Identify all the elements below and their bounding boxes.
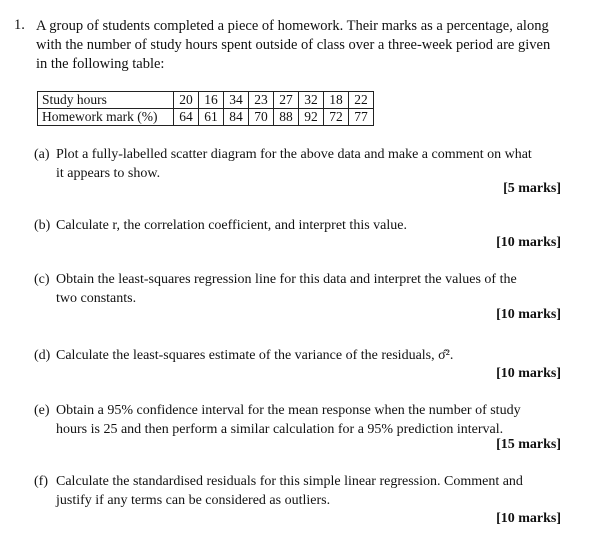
part-d xyxy=(34,346,562,365)
part-line: it appears to show. xyxy=(56,166,161,181)
part-label: (a) xyxy=(34,147,50,162)
intro-line: A group of students completed a piece of homework. Their marks as a percentage, along xyxy=(36,18,549,34)
marks-b: [10 marks] xyxy=(496,235,561,250)
part-line: Obtain a 95% confidence interval for the mean response when the number of study xyxy=(56,403,521,418)
table-cell: 23 xyxy=(249,92,274,109)
part-c xyxy=(34,270,562,308)
part-label: (b) xyxy=(34,218,51,233)
row-header: Study hours xyxy=(38,92,174,109)
table-cell: 22 xyxy=(349,92,374,109)
table-cell: 20 xyxy=(174,92,199,109)
marks-f: [10 marks] xyxy=(496,511,561,526)
intro-line: in the following table: xyxy=(36,56,165,72)
table-cell: 27 xyxy=(274,92,299,109)
table-cell: 61 xyxy=(199,109,224,126)
part-text xyxy=(56,401,562,439)
table-cell: 72 xyxy=(324,109,349,126)
marks-d: [10 marks] xyxy=(496,366,561,381)
part-line: Calculate the least-squares estimate of the variance of the residuals, σ̂². xyxy=(56,348,454,363)
part-a xyxy=(34,145,562,183)
table-cell: 88 xyxy=(274,109,299,126)
part-text xyxy=(56,472,562,510)
question-number: 1. xyxy=(14,17,25,33)
marks-a: [5 marks] xyxy=(503,181,561,196)
question-intro xyxy=(36,17,566,74)
part-label: (f) xyxy=(34,474,48,489)
table-cell: 84 xyxy=(224,109,249,126)
table-cell: 18 xyxy=(324,92,349,109)
intro-line: with the number of study hours spent outside of class over a three-week period are given xyxy=(36,37,551,53)
table-cell: 16 xyxy=(199,92,224,109)
part-line: Calculate r, the correlation coefficient, and interpret this value. xyxy=(56,218,407,233)
part-text xyxy=(56,216,562,235)
part-label: (e) xyxy=(34,403,50,418)
part-line: justify if any terms can be considered as outliers. xyxy=(56,493,331,508)
table-cell: 64 xyxy=(174,109,199,126)
part-line: two constants. xyxy=(56,291,137,306)
marks-c: [10 marks] xyxy=(496,307,561,322)
part-label: (c) xyxy=(34,272,50,287)
part-f xyxy=(34,472,562,510)
part-line: Calculate the standardised residuals for this simple linear regression. Comment and xyxy=(56,474,523,489)
part-line: Obtain the least-squares regression line for this data and interpret the values of the xyxy=(56,272,517,287)
row-header: Homework mark (%) xyxy=(38,109,174,126)
part-line: hours is 25 and then perform a similar calculation for a 95% prediction interval. xyxy=(56,422,504,437)
part-line: Plot a fully-labelled scatter diagram for the above data and make a comment on what xyxy=(56,147,532,162)
data-table xyxy=(37,91,374,126)
table-cell: 92 xyxy=(299,109,324,126)
part-label: (d) xyxy=(34,348,51,363)
part-text xyxy=(56,346,562,365)
table-row-study-hours xyxy=(38,92,374,109)
table-cell: 70 xyxy=(249,109,274,126)
table-cell: 34 xyxy=(224,92,249,109)
part-b xyxy=(34,216,562,235)
part-text xyxy=(56,270,562,308)
part-text xyxy=(56,145,562,183)
marks-e: [15 marks] xyxy=(496,437,561,452)
table-cell: 32 xyxy=(299,92,324,109)
part-e xyxy=(34,401,562,439)
table-row-homework-mark xyxy=(38,109,374,126)
table-cell: 77 xyxy=(349,109,374,126)
